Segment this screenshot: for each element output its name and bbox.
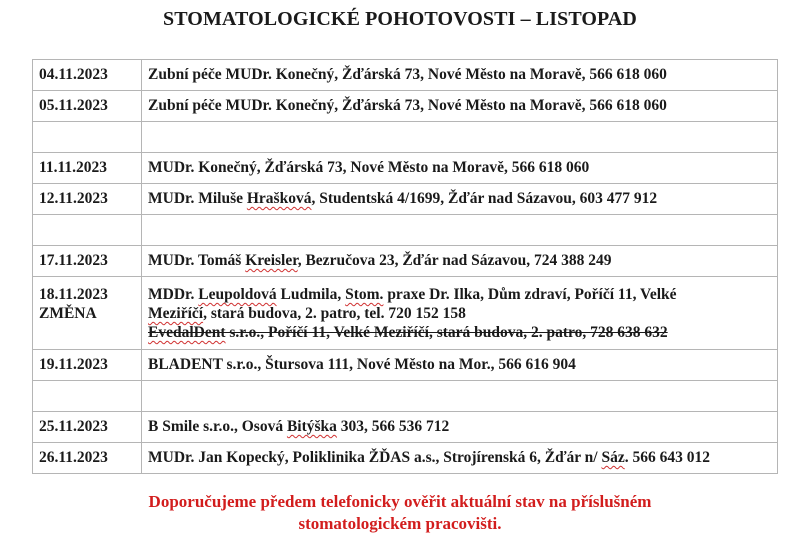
page-title: STOMATOLOGICKÉ POHOTOVOSTI – LISTOPAD [163,8,637,30]
notice-text [0,491,800,535]
notice-line: stomatologickém pracovišti. [298,514,502,533]
clinic-cell [142,381,778,412]
spellcheck-word: Sáz [601,449,625,466]
date-cell: 11.11.2023 [33,153,142,184]
date-cell: 26.11.2023 [33,443,142,474]
clinic-text: praxe Dr. Ilka, Dům zdraví, Poříčí 11, Velké [383,286,677,303]
spellcheck-word: Meziříčí [148,305,204,322]
clinic-text: MDDr. [148,286,199,303]
table-row [33,91,778,122]
table-row [33,412,778,443]
notice-line: Doporučujeme předem telefonicky ověřit aktuální stav na příslušném [148,492,652,511]
clinic-text: s.r.o., Poříčí 11, Velké Meziříčí, stará budova, 2. patro, 728 638 632 [225,324,668,341]
date-text: 18.11.2023 [39,286,108,303]
spellcheck-word: Hrašková [246,190,312,207]
table-row [33,184,778,215]
table-row-empty [33,122,778,153]
change-note: ZMĚNA [39,305,97,322]
clinic-cell: Zubní péče MUDr. Konečný, Žďárská 73, Nové Město na Moravě, 566 618 060 [142,91,778,122]
table-row-change [33,277,778,350]
clinic-text: . 566 643 012 [624,449,710,466]
date-cell: 12.11.2023 [33,184,142,215]
table-row [33,60,778,91]
clinic-cell: MUDr. Konečný, Žďárská 73, Nové Město na Moravě, 566 618 060 [142,153,778,184]
clinic-text: MUDr. Tomáš [148,252,246,269]
spellcheck-word: Bitýška [286,418,337,435]
clinic-cell [142,184,778,215]
clinic-text: MUDr. Miluše [148,190,247,207]
date-cell: 19.11.2023 [33,350,142,381]
clinic-cell: Zubní péče MUDr. Konečný, Žďárská 73, Nové Město na Moravě, 566 618 060 [142,60,778,91]
clinic-text: 303, 566 536 712 [336,418,450,435]
table-row [33,443,778,474]
clinic-text: Ludmila, [276,286,346,303]
clinic-cell [142,443,778,474]
clinic-cell [142,122,778,153]
table-row-empty [33,381,778,412]
schedule-table [32,59,778,474]
clinic-text: , Bezručova 23, Žďár nad Sázavou, 724 388 249 [297,252,612,269]
date-cell [33,215,142,246]
date-cell [33,277,142,350]
date-cell: 05.11.2023 [33,91,142,122]
date-cell [33,381,142,412]
date-cell: 25.11.2023 [33,412,142,443]
spellcheck-word: Leupoldová [198,286,277,303]
clinic-cell: BLADENT s.r.o., Štursova 111, Nové Město na Mor., 566 616 904 [142,350,778,381]
clinic-text: MUDr. Jan Kopecký, Poliklinika ŽĎAS a.s., Strojírenská 6, Žďár n/ [148,449,602,466]
spellcheck-word: Stom. [345,286,384,303]
date-cell: 17.11.2023 [33,246,142,277]
table-row [33,350,778,381]
spellcheck-word: Kreisler [245,252,298,269]
table-row-empty [33,215,778,246]
clinic-cell [142,246,778,277]
date-cell [33,122,142,153]
clinic-text: , stará budova, 2. patro, tel. 720 152 158 [203,305,466,322]
clinic-cell [142,277,778,350]
table-row [33,153,778,184]
cancelled-entry [148,324,668,341]
clinic-cell [142,215,778,246]
date-cell: 04.11.2023 [33,60,142,91]
clinic-cell [142,412,778,443]
clinic-text: B Smile s.r.o., Osová [148,418,287,435]
spellcheck-word: EvedalDent [148,324,226,341]
clinic-text: , Studentská 4/1699, Žďár nad Sázavou, 603 477 912 [311,190,658,207]
table-row [33,246,778,277]
